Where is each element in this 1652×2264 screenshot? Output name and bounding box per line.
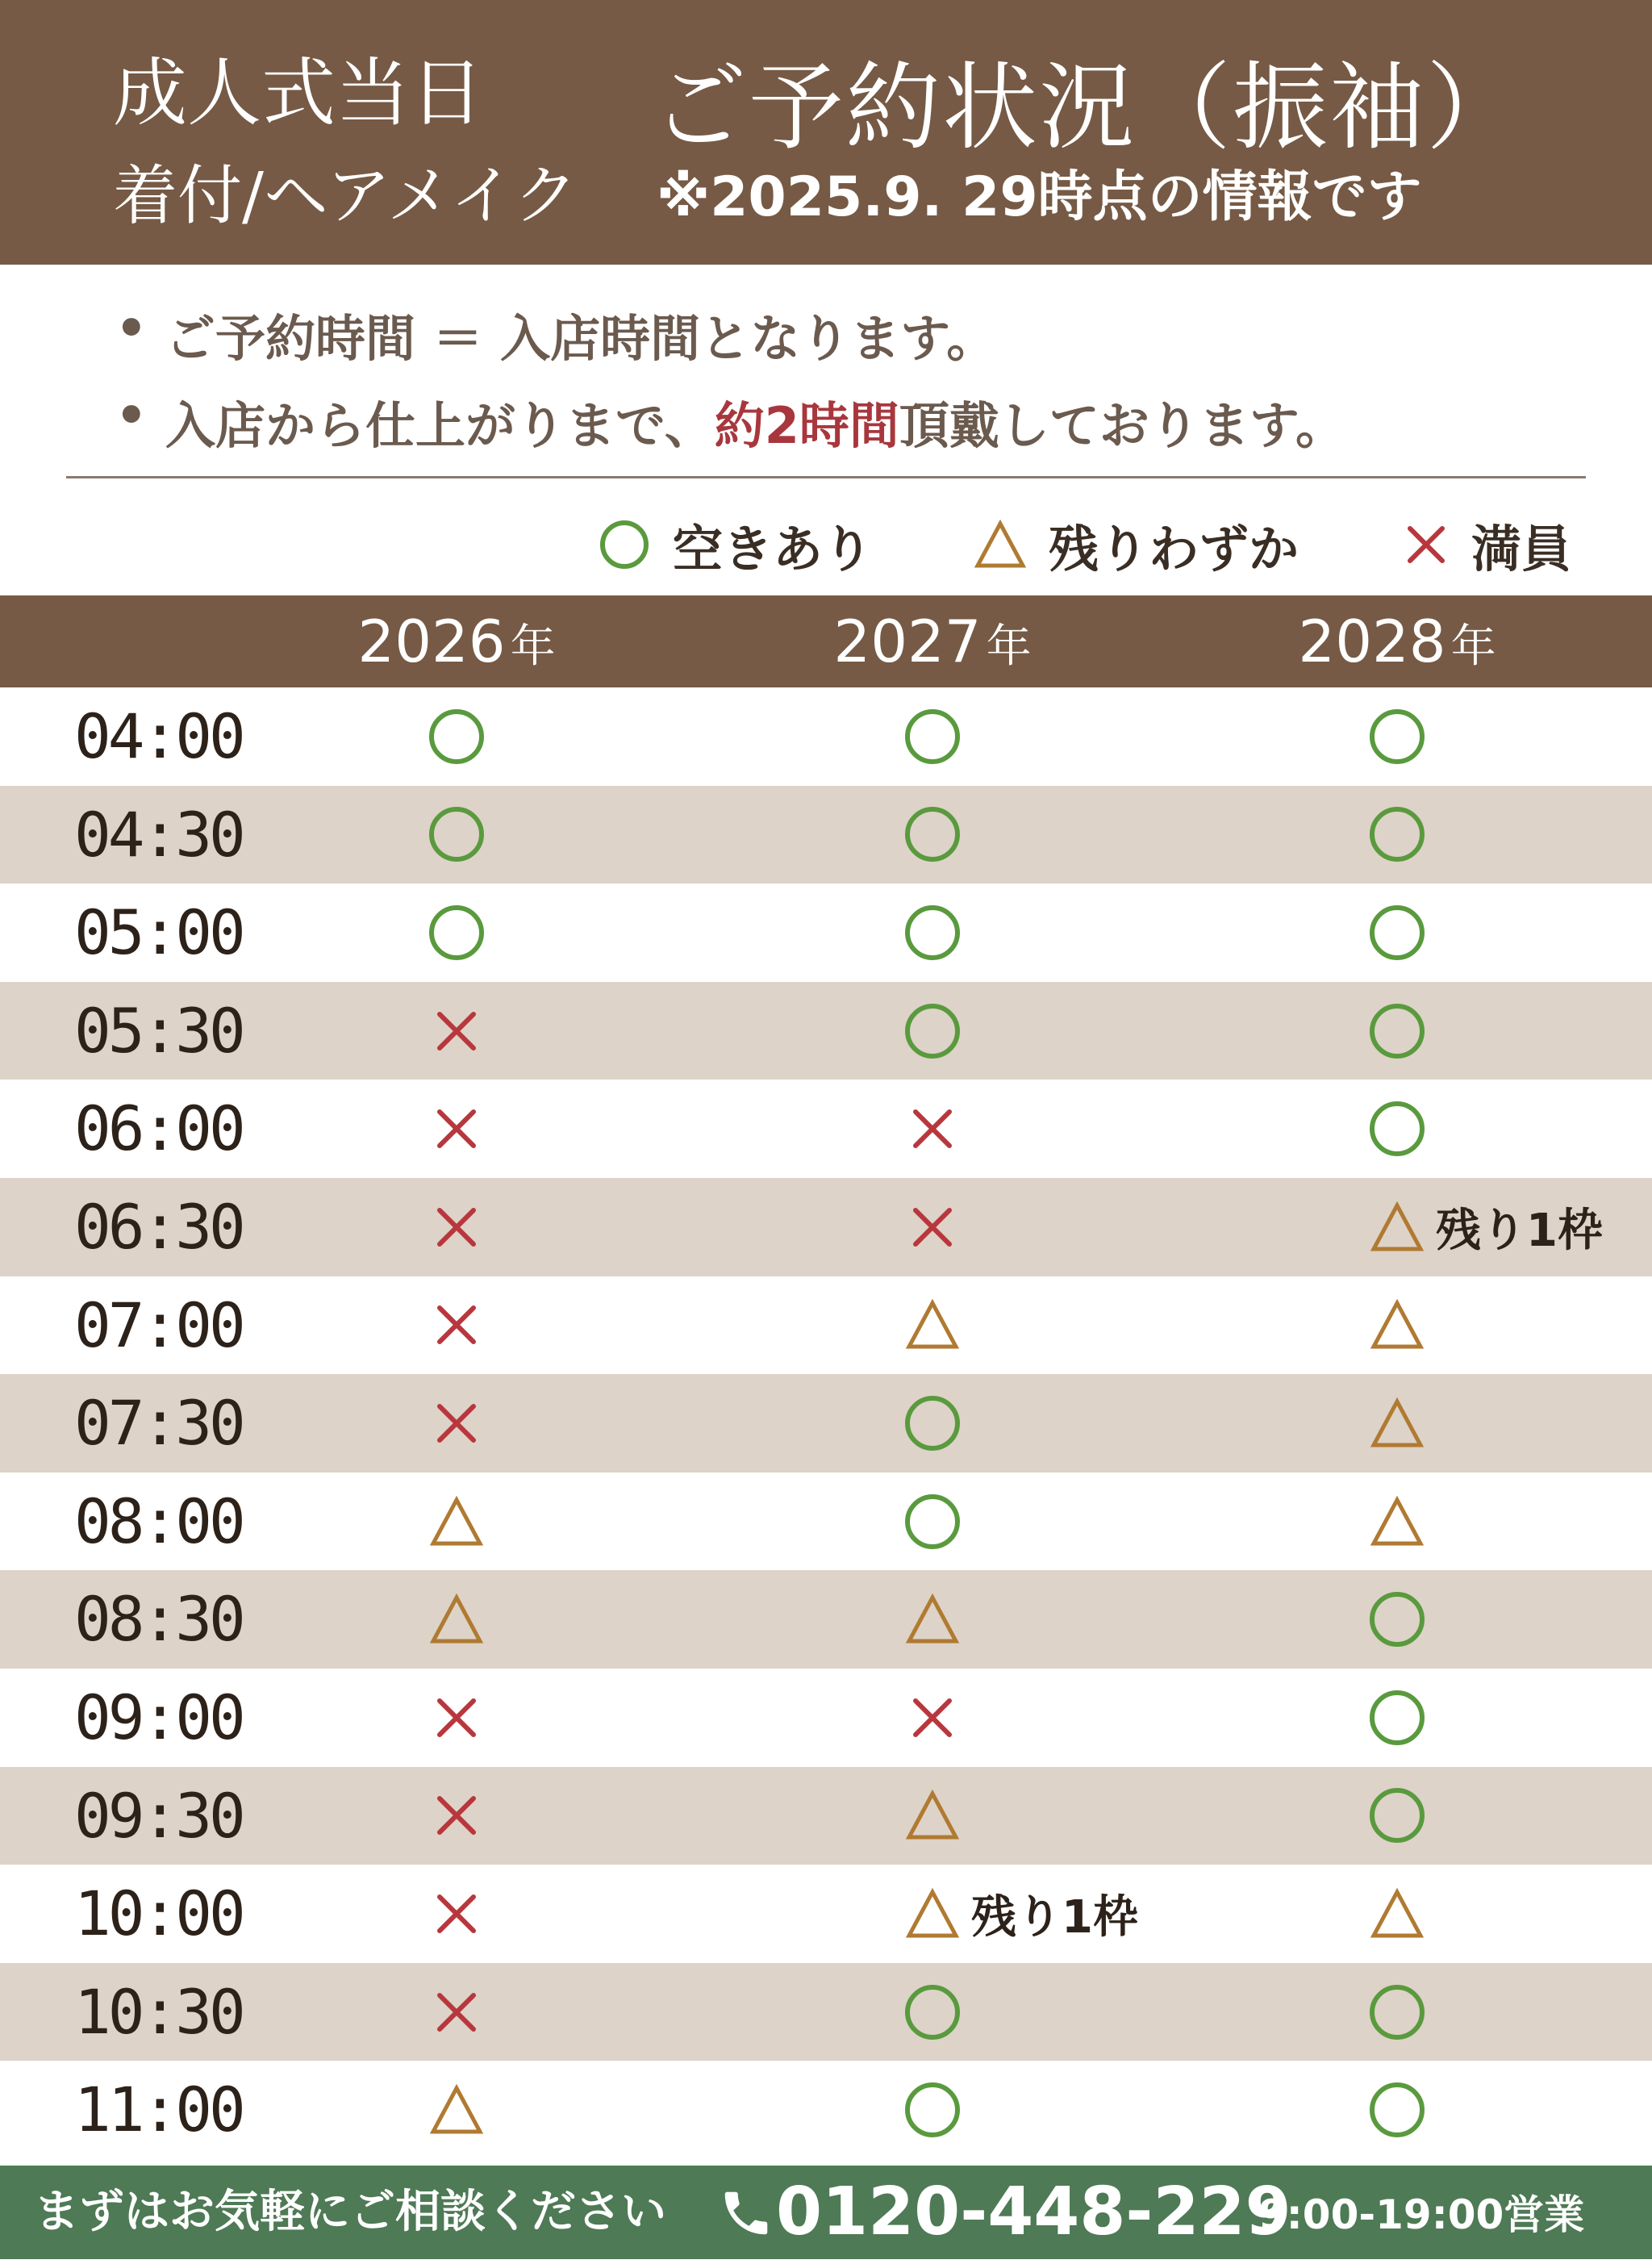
status-cell bbox=[932, 2061, 963, 2159]
circle-icon bbox=[1366, 706, 1428, 767]
page-title: ご予約状況（振袖） bbox=[652, 52, 1524, 163]
status-cell bbox=[1397, 687, 1428, 786]
status-cell bbox=[457, 687, 487, 786]
time-slot: 09:30 bbox=[74, 1779, 243, 1852]
remaining-note: 残り1枠 bbox=[971, 1890, 1138, 1944]
table-row bbox=[0, 2061, 1652, 2159]
legend-full bbox=[1402, 508, 1571, 581]
status-cell bbox=[457, 1374, 487, 1472]
note-line1-text: ご予約時間 ＝ 入店時間となります。 bbox=[165, 309, 997, 368]
table-row bbox=[0, 1570, 1652, 1669]
status-cell bbox=[1397, 1767, 1428, 1865]
cross-icon bbox=[426, 1098, 487, 1159]
triangle-icon bbox=[426, 1491, 487, 1552]
cross-icon bbox=[1402, 520, 1450, 569]
time-slot: 07:00 bbox=[74, 1289, 243, 1361]
table-row bbox=[0, 687, 1652, 786]
status-cell bbox=[457, 1669, 487, 1767]
column-year: 2026 bbox=[357, 608, 506, 675]
availability-table bbox=[0, 687, 1652, 2159]
legend-few-label: 残りわずか bbox=[1049, 519, 1299, 579]
time-slot: 06:30 bbox=[74, 1190, 243, 1263]
cross-icon bbox=[426, 1687, 487, 1748]
time-slot: 10:00 bbox=[74, 1878, 243, 1950]
cross-icon bbox=[426, 1982, 487, 2043]
cross-icon bbox=[426, 1000, 487, 1062]
time-slot: 05:00 bbox=[74, 896, 243, 969]
status-cell bbox=[457, 1178, 487, 1276]
status-cell bbox=[1397, 786, 1428, 884]
table-row bbox=[0, 1669, 1652, 1767]
note-line2-post: 頂戴しております。 bbox=[899, 396, 1345, 455]
circle-icon bbox=[1366, 902, 1428, 963]
table-row bbox=[0, 982, 1652, 1080]
time-slot: 09:00 bbox=[74, 1681, 243, 1753]
time-slot: 04:30 bbox=[74, 798, 243, 871]
status-cell bbox=[1397, 1472, 1428, 1571]
cross-icon bbox=[426, 1294, 487, 1355]
circle-icon bbox=[902, 1000, 963, 1062]
status-cell bbox=[457, 1276, 487, 1375]
column-header-2026 bbox=[357, 595, 555, 687]
column-header-2027 bbox=[833, 595, 1031, 687]
column-year-suffix: 年 bbox=[510, 620, 556, 673]
table-row bbox=[0, 1767, 1652, 1865]
legend-few bbox=[973, 508, 1299, 581]
triangle-icon bbox=[1366, 1491, 1428, 1552]
circle-icon bbox=[902, 1393, 963, 1454]
note-line2-pre: 入店から仕上がりまで、 bbox=[165, 396, 715, 455]
page-subtitle: ※2025.9. 29時点の情報です bbox=[657, 165, 1422, 229]
triangle-icon bbox=[973, 517, 1028, 572]
status-cell bbox=[457, 1080, 487, 1178]
triangle-icon bbox=[902, 1294, 963, 1355]
divider bbox=[66, 476, 1586, 478]
triangle-icon bbox=[426, 2079, 487, 2141]
phone-number[interactable]: 0120-448-229 bbox=[776, 2174, 1291, 2250]
circle-icon bbox=[902, 804, 963, 865]
status-cell bbox=[1397, 883, 1428, 982]
time-slot: 07:30 bbox=[74, 1387, 243, 1460]
triangle-icon bbox=[1366, 1883, 1428, 1944]
time-slot: 08:00 bbox=[74, 1485, 243, 1557]
table-row bbox=[0, 1865, 1652, 1963]
column-year-suffix: 年 bbox=[986, 620, 1032, 673]
status-cell bbox=[1397, 1178, 1603, 1276]
time-slot: 11:00 bbox=[74, 2074, 243, 2146]
status-cell bbox=[457, 982, 487, 1080]
circle-icon bbox=[1366, 1687, 1428, 1748]
status-cell bbox=[932, 1374, 963, 1472]
status-cell bbox=[1397, 982, 1428, 1080]
circle-icon bbox=[902, 1982, 963, 2043]
circle-icon bbox=[902, 706, 963, 767]
triangle-icon bbox=[1366, 1393, 1428, 1454]
status-cell bbox=[932, 1963, 963, 2061]
circle-icon bbox=[426, 902, 487, 963]
status-cell bbox=[932, 1178, 963, 1276]
status-cell bbox=[932, 1767, 963, 1865]
status-cell bbox=[1397, 1669, 1428, 1767]
column-header-2028 bbox=[1298, 595, 1496, 687]
legend-full-label: 満員 bbox=[1471, 519, 1572, 579]
note-bullet: • bbox=[115, 386, 148, 445]
status-cell bbox=[1397, 1276, 1428, 1375]
time-slot: 06:00 bbox=[74, 1092, 243, 1165]
status-cell bbox=[457, 883, 487, 982]
triangle-icon bbox=[426, 1589, 487, 1650]
status-cell bbox=[1397, 1080, 1428, 1178]
time-slot: 05:30 bbox=[74, 994, 243, 1067]
status-cell bbox=[932, 1570, 963, 1669]
circle-icon bbox=[902, 902, 963, 963]
table-row bbox=[0, 1472, 1652, 1571]
status-cell bbox=[457, 1570, 487, 1669]
circle-icon bbox=[1366, 804, 1428, 865]
table-row bbox=[0, 1276, 1652, 1375]
status-cell bbox=[932, 1865, 1138, 1963]
cross-icon bbox=[426, 1785, 487, 1846]
circle-icon bbox=[426, 804, 487, 865]
status-cell bbox=[1397, 1963, 1428, 2061]
circle-icon bbox=[902, 2079, 963, 2141]
note-reservation-time bbox=[115, 299, 997, 370]
legend-available-label: 空きあり bbox=[673, 519, 874, 579]
status-cell bbox=[457, 1767, 487, 1865]
header-banner bbox=[0, 0, 1652, 265]
circle-icon bbox=[426, 706, 487, 767]
status-cell bbox=[457, 1865, 487, 1963]
column-year-suffix: 年 bbox=[1450, 620, 1496, 673]
legend-available bbox=[597, 508, 873, 581]
time-slot: 08:30 bbox=[74, 1583, 243, 1656]
table-header bbox=[0, 595, 1652, 687]
triangle-icon bbox=[902, 1589, 963, 1650]
column-year: 2028 bbox=[1298, 608, 1446, 675]
note-line2-emphasis: 約2時間 bbox=[714, 396, 899, 455]
cross-icon bbox=[426, 1393, 487, 1454]
column-year: 2027 bbox=[833, 608, 982, 675]
cross-icon bbox=[426, 1883, 487, 1944]
status-cell bbox=[1397, 1570, 1428, 1669]
status-cell bbox=[932, 1080, 963, 1178]
triangle-icon bbox=[1366, 1294, 1428, 1355]
table-row bbox=[0, 1374, 1652, 1472]
circle-icon bbox=[1366, 1098, 1428, 1159]
triangle-icon bbox=[902, 1785, 963, 1846]
status-cell bbox=[457, 2061, 487, 2159]
table-row bbox=[0, 786, 1652, 884]
status-cell bbox=[1397, 1865, 1428, 1963]
cross-icon bbox=[902, 1098, 963, 1159]
status-cell bbox=[932, 1276, 963, 1375]
status-cell bbox=[932, 1669, 963, 1767]
business-hours: 9:00-19:00営業 bbox=[1258, 2191, 1585, 2238]
status-cell bbox=[932, 883, 963, 982]
status-cell bbox=[457, 1963, 487, 2061]
footer-message: まずはお気軽にご相談ください bbox=[34, 2186, 666, 2238]
status-cell bbox=[932, 982, 963, 1080]
time-slot: 10:30 bbox=[74, 1975, 243, 2048]
cross-icon bbox=[426, 1197, 487, 1258]
table-row bbox=[0, 1080, 1652, 1178]
circle-icon bbox=[902, 1491, 963, 1552]
triangle-icon bbox=[1366, 1197, 1428, 1258]
circle-icon bbox=[1366, 1785, 1428, 1846]
status-cell bbox=[932, 1472, 963, 1571]
header-left-line1: 成人式当日 bbox=[113, 50, 485, 136]
status-cell bbox=[457, 786, 487, 884]
footer-banner bbox=[0, 2166, 1652, 2259]
note-duration bbox=[115, 386, 1345, 457]
header-left-line2: 着付/ヘアメイク bbox=[113, 158, 578, 233]
table-row bbox=[0, 1178, 1652, 1276]
remaining-note: 残り1枠 bbox=[1436, 1204, 1603, 1257]
circle-icon bbox=[1366, 1000, 1428, 1062]
triangle-icon bbox=[902, 1883, 963, 1944]
cross-icon bbox=[902, 1687, 963, 1748]
time-slot: 04:00 bbox=[74, 700, 243, 772]
circle-icon bbox=[1366, 2079, 1428, 2141]
status-cell bbox=[457, 1472, 487, 1571]
status-cell bbox=[932, 786, 963, 884]
table-row bbox=[0, 883, 1652, 982]
circle-icon bbox=[1366, 1982, 1428, 2043]
cross-icon bbox=[902, 1197, 963, 1258]
circle-icon bbox=[1366, 1589, 1428, 1650]
phone-icon bbox=[718, 2185, 774, 2241]
status-cell bbox=[1397, 1374, 1428, 1472]
table-row bbox=[0, 1963, 1652, 2061]
status-cell bbox=[1397, 2061, 1428, 2159]
status-cell bbox=[932, 687, 963, 786]
note-bullet: • bbox=[115, 299, 148, 357]
circle-icon bbox=[597, 517, 652, 572]
